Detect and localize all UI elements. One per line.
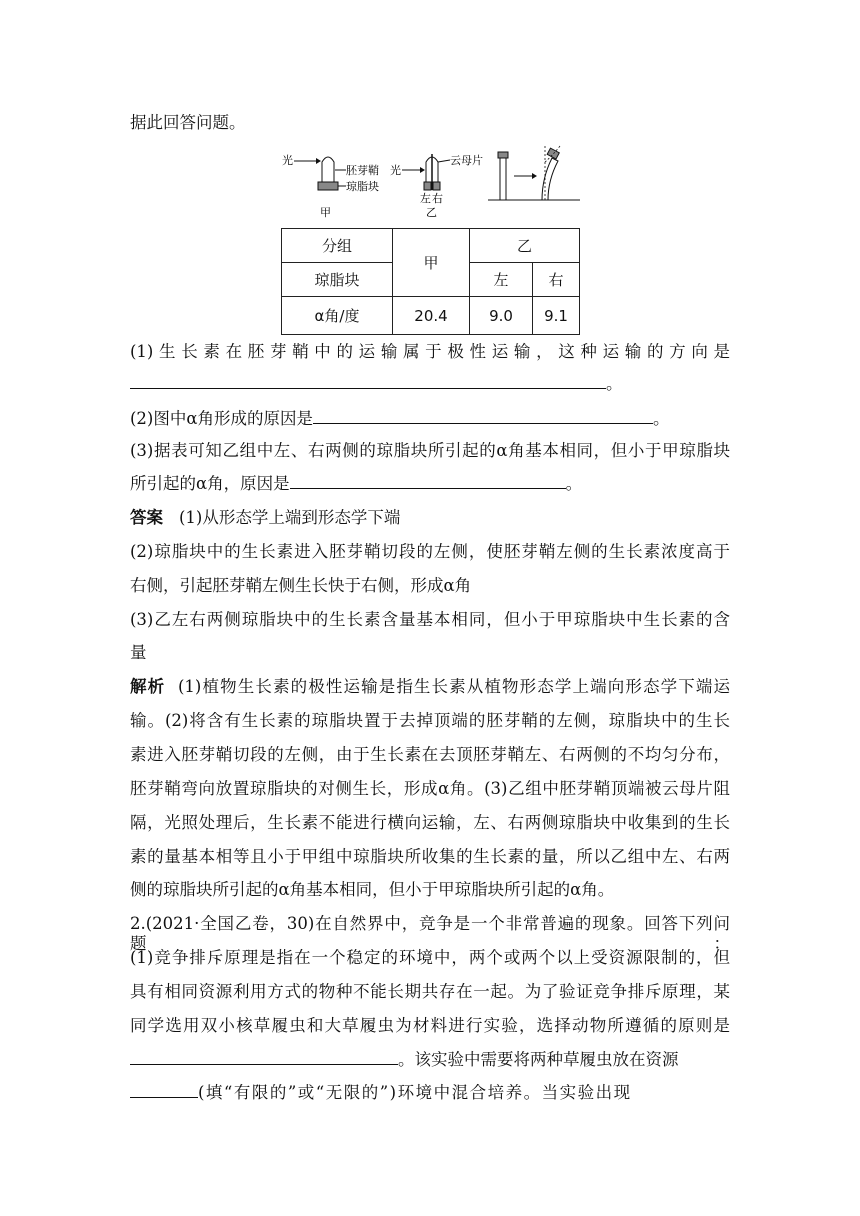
question-3-line-2: 所引起的α角，原因是 。: [130, 474, 583, 493]
header-group: 分组: [282, 229, 393, 263]
header-left: 左: [470, 263, 533, 297]
analysis-label: 解析: [130, 677, 166, 696]
q2021-line-4: 。该实验中需要将两种草履虫放在资源: [130, 1050, 730, 1070]
question-1-blank-line: 。: [130, 374, 730, 394]
light-label-1: 光: [282, 154, 293, 167]
answer-blank-3[interactable]: [290, 474, 566, 489]
analysis-line-2: 输。(2)将含有生长素的琼脂块置于去掉顶端的胚芽鞘的左侧，琼脂块中的生长: [130, 711, 730, 730]
header-yi: 乙: [470, 229, 580, 263]
leader-mica: [438, 160, 450, 162]
left-label: 左: [420, 192, 431, 205]
question-3-line-1: (3)据表可知乙组中左、右两侧的琼脂块所引起的α角基本相同，但小于甲琼脂块: [130, 441, 730, 460]
analysis-line-3: 素进入胚芽鞘切段的左侧，由于生长素在去顶胚芽鞘左、右两侧的不均匀分布，: [130, 745, 730, 764]
header-right: 右: [533, 263, 580, 297]
value-jia: 20.4: [393, 297, 470, 335]
row-alpha-label: α角/度: [282, 297, 393, 335]
analysis-line-1: 解析 (1)植物生长素的极性运输是指生长素从植物形态学上端向形态学下端运: [130, 677, 730, 696]
light-label-2: 光: [390, 164, 401, 177]
results-table: [281, 228, 580, 335]
agar-block-left: [424, 182, 431, 190]
analysis-line-6: 素的量基本相等且小于甲组中琼脂块所收集的生长素的量，所以乙组中左、右两: [130, 847, 730, 866]
answer-line-1: 答案 (1)从形态学上端到形态学下端: [130, 508, 401, 527]
value-left: 9.0: [470, 297, 533, 335]
answer-2-line-1: (2)琼脂块中的生长素进入胚芽鞘切段的左侧，使胚芽鞘左侧的生长素浓度高于: [130, 542, 730, 561]
light-arrowhead-1: [316, 158, 321, 164]
agar-on-bent: [547, 148, 559, 159]
answer-blank-5[interactable]: [130, 1083, 198, 1098]
q2021-line-5: (填“有限的”或“无限的”)环境中混合培养。当实验出现: [130, 1083, 730, 1103]
analysis-line-4: 胚芽鞘弯向放置琼脂块的对侧生长，形成α角。(3)乙组中胚芽鞘顶端被云母片阻: [130, 779, 730, 798]
q2021-line-1: (1)竞争排斥原理是指在一个稳定的环境中，两个或两个以上受资源限制的，但: [130, 948, 730, 967]
agar-block-right: [433, 182, 440, 190]
header-jia: 甲: [393, 229, 470, 297]
answer-2-line-2: 右侧，引起胚芽鞘左侧生长快于右侧，形成α角: [130, 576, 472, 595]
question-2: (2)图中α角形成的原因是 。: [130, 409, 670, 428]
right-label: 右: [432, 192, 443, 205]
agar-block-jia: [318, 182, 338, 190]
intro-text: 据此回答问题。: [130, 113, 246, 132]
value-right: 9.1: [533, 297, 580, 335]
question-1: (1)生长素在胚芽鞘中的运输属于极性运输，这种运输的方向是: [130, 342, 730, 361]
answer-blank-4[interactable]: [130, 1050, 398, 1065]
agar-label: 琼脂块: [346, 180, 379, 193]
straight-coleoptile: [500, 158, 506, 200]
answer-3-line-2: 量: [130, 643, 147, 662]
mica-label: 云母片: [450, 154, 483, 167]
jia-label: 甲: [320, 206, 331, 219]
result-arrowhead: [532, 173, 537, 179]
answer-blank-1[interactable]: [130, 374, 606, 389]
analysis-line-5: 隔，光照处理后，生长素不能进行横向运输，左、右两侧琼脂块中收集到的生长: [130, 813, 730, 832]
answer-label: 答案: [130, 508, 163, 527]
header-agar: 琼脂块: [282, 263, 393, 297]
light-arrowhead-2: [420, 167, 425, 173]
bent-coleoptile: [542, 158, 558, 200]
analysis-line-7: 侧的琼脂块所引起的α角基本相同，但小于甲琼脂块所引起的α角。: [130, 880, 615, 899]
yi-label: 乙: [426, 206, 437, 219]
coleoptile-label: 胚芽鞘: [346, 164, 379, 177]
experiment-diagram: [280, 142, 580, 228]
coleoptile-jia: [322, 157, 334, 182]
q2021-header: 2.(2021·全国乙卷，30)在自然界中，竞争是一个非常普遍的现象。回答下列问题：: [130, 914, 730, 953]
answer-blank-2[interactable]: [313, 409, 653, 424]
agar-on-stem: [498, 152, 508, 158]
q2021-line-2: 具有相同资源利用方式的物种不能长期共存在一起。为了验证竞争排斥原理，某: [130, 982, 730, 1001]
q2021-line-3: 同学选用双小核草履虫和大草履虫为材料进行实验，选择动物所遵循的原则是: [130, 1016, 730, 1035]
answer-3-line-1: (3)乙左右两侧琼脂块中的生长素含量基本相同，但小于甲琼脂块中生长素的含: [130, 610, 730, 629]
